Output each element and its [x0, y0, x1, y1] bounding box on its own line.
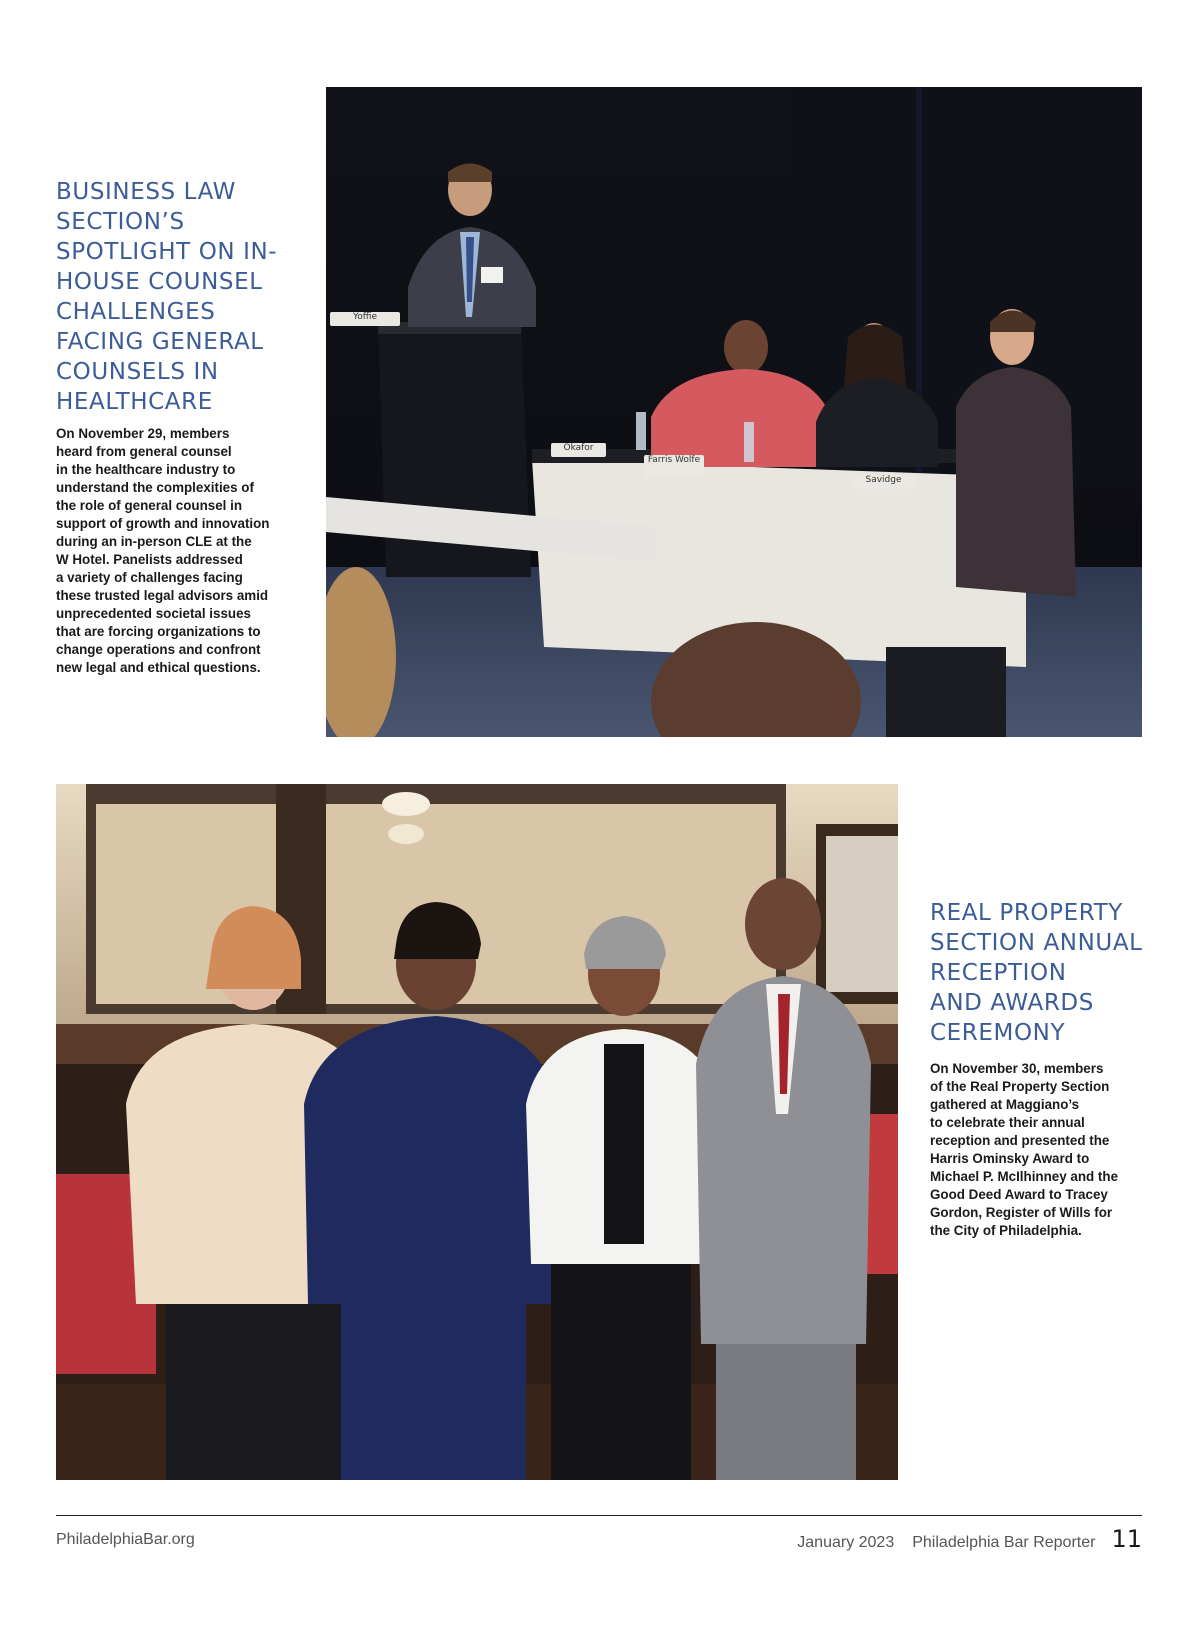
body-line: unprecedented societal issues — [56, 606, 251, 621]
body-line: a variety of challenges facing — [56, 570, 243, 585]
body-line: Michael P. McIlhinney and the — [930, 1169, 1119, 1184]
page-number: 11 — [1111, 1525, 1142, 1553]
body-line: heard from general counsel — [56, 444, 232, 459]
footer-website: PhiladelphiaBar.org — [56, 1531, 195, 1548]
nameplate-farris-wolfe: Farris Wolfe — [644, 455, 704, 477]
body-line: On November 30, members — [930, 1061, 1104, 1076]
headline-line: FACING GENERAL — [56, 329, 264, 355]
headline-line: REAL PROPERTY — [930, 900, 1123, 926]
body-line: new legal and ethical questions. — [56, 660, 261, 675]
headline-line: BUSINESS LAW — [56, 179, 237, 205]
headline-line: COUNSELS IN — [56, 359, 219, 385]
headline-line: AND AWARDS — [930, 990, 1094, 1016]
body-line: during an in-person CLE at the — [56, 534, 252, 549]
article2-body — [930, 1060, 1118, 1240]
panel-photo-illustration — [326, 87, 1142, 737]
footer-info — [797, 1525, 1142, 1553]
headline-line: SPOTLIGHT ON IN- — [56, 239, 278, 265]
body-line: to celebrate their annual — [930, 1115, 1085, 1130]
body-line: understand the complexities of — [56, 480, 254, 495]
body-line: Gordon, Register of Wills for — [930, 1205, 1113, 1220]
headline-line: SECTION ANNUAL — [930, 930, 1143, 956]
body-line: the role of general counsel in — [56, 498, 243, 513]
nameplate-yoffie: Yoffie — [330, 312, 400, 326]
body-line: that are forcing organizations to — [56, 624, 261, 639]
nameplate-savidge: Savidge — [851, 475, 916, 489]
body-line: Good Deed Award to Tracey — [930, 1187, 1108, 1202]
footer-rule — [56, 1515, 1142, 1516]
footer-publication: Philadelphia Bar Reporter — [912, 1534, 1096, 1551]
headline-line: SECTION’S — [56, 209, 185, 235]
body-line: Harris Ominsky Award to — [930, 1151, 1090, 1166]
article2-headline — [930, 898, 1143, 1048]
body-line: change operations and confront — [56, 642, 261, 657]
headline-line: HOUSE COUNSEL — [56, 269, 263, 295]
article1-body — [56, 425, 269, 677]
headline-line: CEREMONY — [930, 1020, 1066, 1046]
reception-photo — [56, 784, 898, 1480]
footer-date: January 2023 — [797, 1534, 895, 1551]
body-line: in the healthcare industry to — [56, 462, 236, 477]
body-line: of the Real Property Section — [930, 1079, 1110, 1094]
body-line: these trusted legal advisors amid — [56, 588, 269, 603]
reception-photo-illustration — [56, 784, 898, 1480]
panel-photo — [326, 87, 1142, 737]
body-line: reception and presented the — [930, 1133, 1110, 1148]
headline-line: RECEPTION — [930, 960, 1067, 986]
body-line: W Hotel. Panelists addressed — [56, 552, 243, 567]
body-line: support of growth and innovation — [56, 516, 270, 531]
nameplate-okafor: Okafor — [551, 443, 606, 457]
body-line: gathered at Maggiano’s — [930, 1097, 1080, 1112]
headline-line: CHALLENGES — [56, 299, 216, 325]
body-line: the City of Philadelphia. — [930, 1223, 1082, 1238]
headline-line: HEALTHCARE — [56, 389, 213, 415]
article1-headline — [56, 177, 277, 417]
body-line: On November 29, members — [56, 426, 230, 441]
